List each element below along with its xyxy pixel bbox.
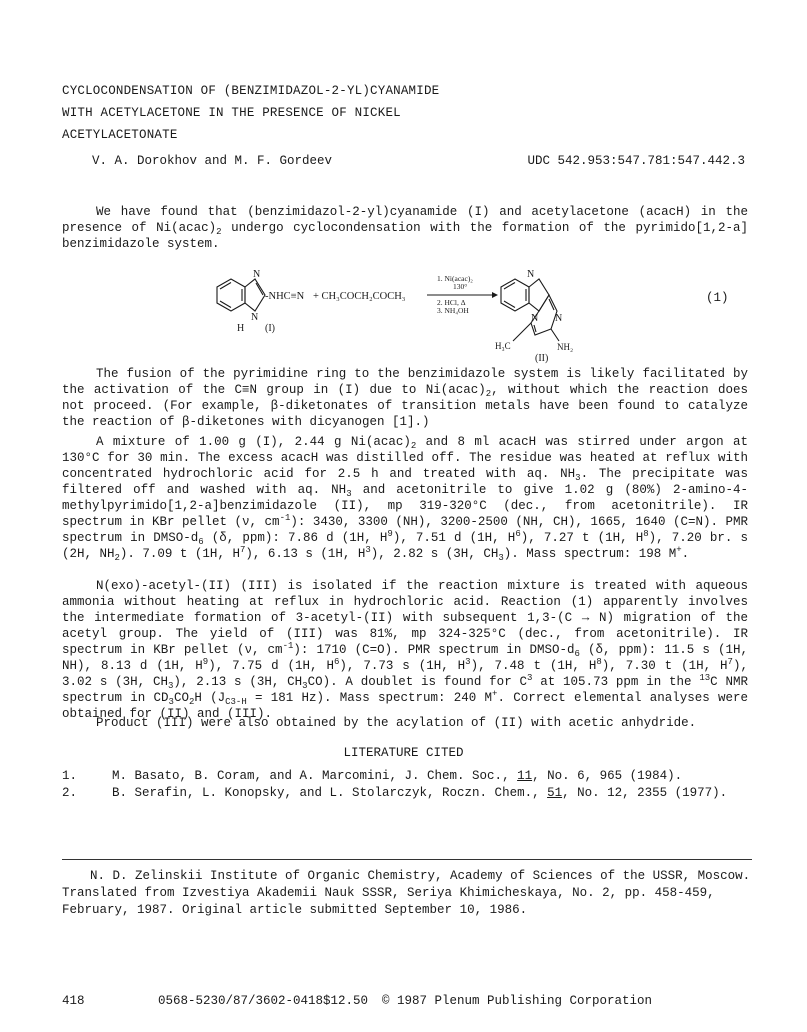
authors: V. A. Dorokhov and M. F. Gordeev	[92, 154, 333, 168]
reference-volume: 51	[547, 786, 563, 800]
atom-n: N	[251, 312, 259, 323]
condition-text: 3. NH₄OH	[437, 306, 469, 315]
reference-list	[62, 768, 727, 802]
reference-item	[62, 785, 727, 802]
page-number: 418	[62, 994, 85, 1008]
atom-n: N	[555, 313, 563, 324]
compound-label-i: (I)	[265, 323, 275, 334]
cyanamide-group: -NHC≡N	[265, 291, 305, 302]
acetylacetone-reagent: + CH₃COCH₂COCH₃	[313, 291, 406, 302]
reference-text: B. Serafin, L. Konopsky, and L. Stolarczyk, Roczn. Chem.,	[112, 786, 548, 800]
affiliation-text: N. D. Zelinskii Institute of Organic Chemistry, Academy of Sciences of the USSR, Moscow. Translated from Izvestiya Akademii Nauk SSSR, Seriya Khimicheskaya, No. 2, pp. 458-459, February, 1987. Original article submitted September 10, 1986.	[62, 869, 751, 917]
reference-text: M. Basato, B. Coram, and A. Marcomini, J. Chem. Soc.,	[112, 769, 518, 783]
product-paragraph: Product (III) were also obtained by the acylation of (II) with acetic anhydride.	[96, 716, 697, 730]
nexo-acetyl-paragraph: N(exo)-acetyl-(II) (III) is isolated if the reaction mixture is treated with aqueous ammonia without heating at reflux in hydrochloric acid. Reaction (1) apparently involves the intermediate formation of 3-acetyl-(II) with subsequent 1,3-(C → N) migration of the acetyl group. The yield of (III) was 81%, mp 324-325°C (dec., from acetonitrile). IR spectrum in KBr pellet (ν, $cm^{-1}$): 1710 (C=O). PMR spectrum in DMSO-$d_6$ (δ, ppm): 11.5 s (1H, NH), 8.13 d (1H, $H^9$), 7.75 d (1H, $H^6$), 7.73 s (1H, $H^3$), 7.48 t (1H, $H^8$), 7.30 t (1H, $H^7$), 3.02 s (3H, $CH_3$), 2.13 s (3H, $CH_3CO$). A doublet is found for $C^3$ at 105.73 ppm in the $^{13}$C NMR spectrum in $CD_3CO_2H$ ($J_{C3-H} = 181$ Hz). Mass spectrum: 240 M+. Correct elemental analyses were obtained for (II) and (III).	[62, 579, 748, 721]
atom-n: N	[527, 269, 535, 280]
condition-text: 2. HCl, Δ	[437, 298, 466, 307]
compound-i-structure	[217, 279, 265, 311]
affiliation-footnote	[62, 868, 752, 919]
atom-n: N	[531, 313, 539, 324]
title-line: ACETYLACETONATE	[62, 128, 178, 142]
article-title	[62, 80, 439, 146]
footnote-divider	[62, 859, 752, 860]
fusion-paragraph: The fusion of the pyrimidine ring to the benzimidazole system is likely facilitated by the activation of the C≡N group in (I) due to $Ni(acac)_2$, without which the reaction does not proceed. (For example, β-diketonates of transition metals have been found to catalyze the reaction of β-diketones with dicyanogen [1].)	[62, 367, 748, 429]
atom-h: H	[237, 323, 245, 334]
reference-volume: 11	[517, 769, 533, 783]
title-line: CYCLOCONDENSATION OF (BENZIMIDAZOL-2-YL)CYANAMIDE	[62, 84, 440, 98]
intro-paragraph: We have found that (benzimidazol-2-yl)cyanamide (I) and acetylacetone (acacH) in the presence of $Ni(acac)_2$ undergo cyclocondensation with the formation of the pyrimido[1,2-a] benzimidazole system.	[62, 205, 748, 251]
reference-number: 1.	[62, 769, 78, 783]
equation-number: (1)	[706, 291, 729, 305]
reference-number: 2.	[62, 786, 78, 800]
condition-text: 1. Ni(acac)₂	[437, 274, 473, 283]
methyl-group: H₃C	[495, 341, 511, 351]
reference-text: , No. 12, 2355 (1977).	[562, 786, 728, 800]
compound-ii-structure	[501, 279, 559, 341]
condition-text: 130°	[453, 282, 468, 291]
title-line: WITH ACETYLACETONE IN THE PRESENCE OF NICKEL	[62, 106, 401, 120]
reaction-arrow-head	[492, 292, 498, 298]
atom-n: N	[253, 269, 261, 280]
procedure-paragraph: A mixture of 1.00 g (I), 2.44 g $Ni(acac)_2$ and 8 ml acacH was stirred under argon at 130°C for 30 min. The excess acacH was distilled off. The residue was heated at reflux with concentrated hydrochloric acid for 2.5 h and treated with aq. $NH_3$. The precipitate was filtered off and washed with aq. $NH_3$ and acetonitrile to give 1.02 g (80%) 2-amino-4-methylpyrimido[1,2-a]benzimidazole (II), mp 319-320°C (dec., from acetonitrile). IR spectrum in KBr pellet (ν, $cm^{-1}$): 3430, 3300 (NH), 3200-2500 (NH, CH), 1665, 1640 (C=N). PMR spectrum in DMSO-$d_6$ (δ, ppm): 7.86 d (1H, $H^9$), 7.51 d (1H, $H^6$), 7.27 t (1H, $H^8$), 7.20 br. s (2H, $NH_2$). 7.09 t (1H, $H^7$), 6.13 s (1H, $H^3$), 2.82 s (3H, $CH_3$). Mass spectrum: 198 M+.	[62, 435, 749, 563]
udc-code: UDC 542.953:547.781:547.442.3	[527, 154, 745, 168]
reference-item	[62, 768, 727, 785]
reference-text: , No. 6, 965 (1984).	[532, 769, 683, 783]
article-code: 0568-5230/87/3602-0418$12.50	[158, 994, 369, 1008]
reaction-scheme	[195, 265, 755, 365]
compound-label-ii: (II)	[535, 353, 549, 364]
literature-heading: LITERATURE CITED	[343, 746, 464, 760]
copyright-notice: © 1987 Plenum Publishing Corporation	[382, 994, 653, 1008]
amino-group: NH₂	[557, 342, 574, 352]
